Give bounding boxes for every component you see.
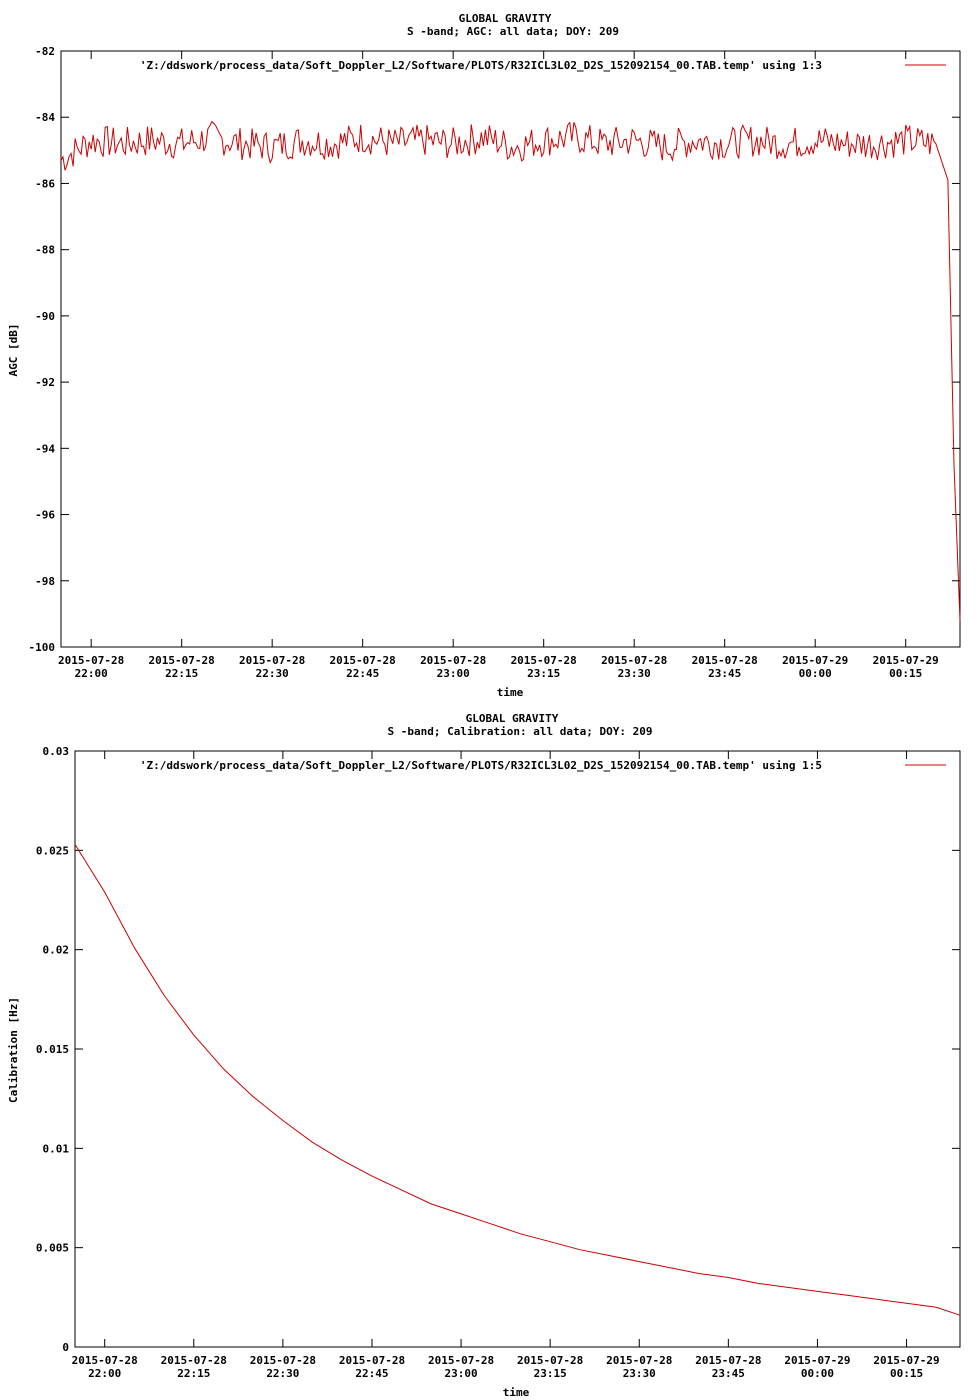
agc-x-tick-label-date: 2015-07-29 [872,654,939,667]
calibration-x-tick-label-date: 2015-07-28 [249,1354,317,1367]
agc-chart [7,12,960,699]
agc-x-tick-label-time: 23:30 [617,667,651,680]
agc-plot-frame [61,51,960,647]
agc-x-tick-label-time: 22:30 [255,667,289,680]
calibration-plot-frame [75,751,960,1347]
agc-chart-title: GLOBAL GRAVITY [458,12,552,25]
agc-y-tick-label: -92 [35,376,55,390]
calibration-x-tick-label-time: 23:30 [622,1367,656,1380]
calibration-x-tick-label-date: 2015-07-28 [517,1354,584,1367]
calibration-y-tick-label: 0.03 [42,745,69,758]
agc-x-tick-label-time: 23:00 [436,667,470,680]
calibration-x-tick-label-time: 00:00 [800,1367,835,1380]
calibration-x-tick-label-time: 22:45 [355,1367,389,1380]
calibration-series-line [75,844,960,1315]
agc-y-tick-label: -96 [35,508,55,522]
calibration-x-tick-label-date: 2015-07-29 [873,1354,940,1367]
calibration-y-tick-label: 0.025 [35,844,69,858]
calibration-y-tick-label: 0.01 [42,1142,69,1156]
agc-x-axis-label: time [496,686,524,699]
calibration-x-tick-label-date: 2015-07-29 [784,1354,851,1367]
calibration-plot-area [36,745,960,1380]
agc-y-tick-label: -90 [35,309,55,323]
agc-series-line [61,122,960,621]
calibration-x-tick-label-date: 2015-07-28 [695,1354,762,1367]
agc-x-tick-label-date: 2015-07-28 [691,654,758,667]
calibration-x-tick-label-time: 00:15 [889,1367,924,1380]
calibration-chart-title: GLOBAL GRAVITY [465,712,559,725]
agc-x-tick-label-date: 2015-07-28 [510,654,577,667]
agc-x-tick-label-time: 23:15 [527,667,561,680]
calibration-x-tick-label-date: 2015-07-28 [71,1354,138,1367]
agc-y-tick-label: -100 [28,641,55,654]
calibration-x-tick-label-date: 2015-07-28 [606,1354,673,1367]
agc-y-tick-label: -84 [35,111,55,125]
agc-chart-subtitle: S -band; AGC: all data; DOY: 209 [407,25,619,38]
agc-x-tick-label-date: 2015-07-28 [601,654,668,667]
calibration-chart [7,712,960,1399]
calibration-y-tick-label: 0.015 [35,1043,69,1056]
agc-legend-label: 'Z:/ddswork/process_data/Soft_Doppler_L2/Software/PLOTS/R32ICL3L02_D2S_152092154_00.TAB.temp' using 1:3 [139,59,822,72]
agc-x-tick-label-date: 2015-07-28 [420,654,487,667]
agc-y-tick-label: -82 [35,45,55,58]
agc-plot-area [29,45,961,680]
calibration-x-tick-label-date: 2015-07-28 [427,1354,495,1367]
agc-x-tick-label-date: 2015-07-29 [782,654,849,667]
agc-x-tick-label-time: 00:00 [798,667,832,680]
calibration-x-tick-label-time: 23:15 [533,1367,567,1380]
calibration-x-tick-label-time: 22:00 [88,1367,122,1380]
agc-y-tick-label: -88 [35,243,55,257]
calibration-y-tick-label: 0.02 [42,943,69,957]
calibration-x-tick-label-time: 22:15 [177,1367,211,1380]
calibration-y-tick-label: 0 [62,1341,69,1354]
calibration-x-axis-label: time [502,1386,530,1399]
calibration-y-tick-label: 0.005 [35,1241,69,1255]
agc-x-tick-label-date: 2015-07-28 [148,654,215,667]
agc-x-tick-label-time: 22:45 [346,667,380,680]
agc-y-tick-label: -98 [35,574,55,588]
agc-x-tick-label-date: 2015-07-28 [329,654,396,667]
calibration-x-tick-label-time: 22:30 [266,1367,300,1380]
agc-x-tick-label-time: 00:15 [889,667,923,680]
agc-x-tick-label-date: 2015-07-28 [58,654,125,667]
calibration-x-tick-label-time: 23:45 [711,1367,745,1380]
agc-x-tick-label-date: 2015-07-28 [239,654,306,667]
calibration-y-axis-label: Calibration [Hz] [7,997,20,1103]
agc-y-tick-label: -94 [35,442,55,456]
calibration-legend-label: 'Z:/ddswork/process_data/Soft_Doppler_L2/Software/PLOTS/R32ICL3L02_D2S_152092154_00.TAB.temp' using 1:5 [139,759,822,772]
calibration-chart-subtitle: S -band; Calibration: all data; DOY: 209 [387,725,653,738]
agc-x-tick-label-time: 22:15 [165,667,199,680]
calibration-x-tick-label-date: 2015-07-28 [338,1354,406,1367]
agc-y-axis-label: AGC [dB] [7,323,20,377]
agc-y-tick-label: -86 [35,177,55,191]
calibration-x-tick-label-time: 23:00 [444,1367,478,1380]
calibration-x-tick-label-date: 2015-07-28 [160,1354,227,1367]
agc-x-tick-label-time: 23:45 [708,667,742,680]
agc-x-tick-label-time: 22:00 [74,667,108,680]
